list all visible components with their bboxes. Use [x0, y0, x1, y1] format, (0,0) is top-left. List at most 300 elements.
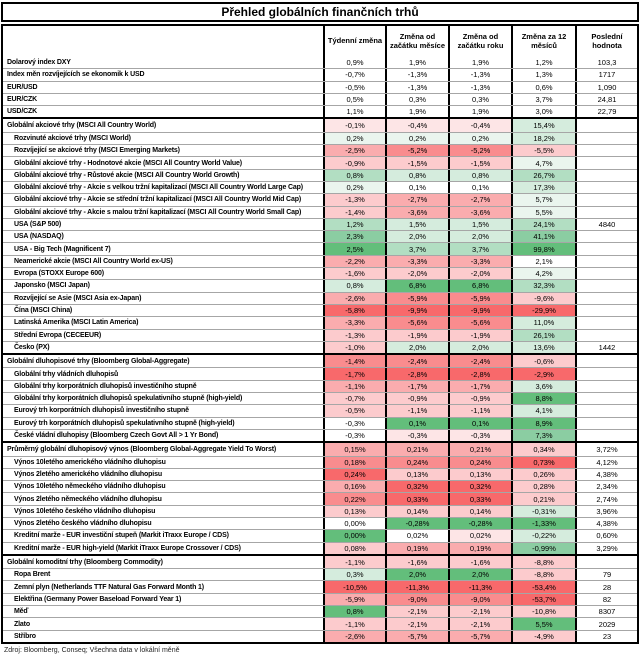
cell-ytd: 0,19%	[448, 543, 511, 554]
cell-weekly: 0,5%	[323, 94, 385, 105]
row-label: Výnos 10letého německého vládního dluhopisu	[14, 483, 166, 491]
cell-12m: 17,3%	[511, 182, 575, 193]
cell-last: 2,74%	[575, 493, 637, 504]
table-row	[3, 218, 637, 230]
cell-ytd: -9,9%	[448, 305, 511, 316]
row-label: Globální akciové trhy - Akcie se střední tržní kapitalizací (MSCI All Country World Mid Cap)	[14, 196, 301, 204]
cell-last	[575, 170, 637, 181]
table-row	[3, 81, 637, 93]
cell-last	[575, 317, 637, 328]
cell-mtd: -3,3%	[385, 256, 448, 267]
table-row	[3, 193, 637, 205]
cell-mtd: 6,8%	[385, 280, 448, 291]
source-note: Zdroj: Bloomberg, Conseq; Všechna data v lokální měně	[4, 646, 180, 654]
cell-weekly: -1,4%	[323, 355, 385, 367]
table-row	[3, 480, 637, 492]
cell-ytd: -0,4%	[448, 119, 511, 131]
table-row	[3, 593, 637, 605]
cell-weekly: 0,8%	[323, 606, 385, 617]
cell-mtd: 1,9%	[385, 106, 448, 117]
row-label: Ropa Brent	[14, 571, 51, 579]
cell-mtd: -11,3%	[385, 581, 448, 592]
row-label: Globální trhy korporátních dluhopisů investičního stupně	[14, 382, 197, 390]
cell-last	[575, 194, 637, 205]
cell-last: 4,12%	[575, 457, 637, 468]
row-label: Výnos 2letého amerického vládního dluhopisu	[14, 470, 162, 478]
cell-mtd: 3,7%	[385, 243, 448, 254]
cell-last	[575, 305, 637, 316]
cell-weekly: -0,3%	[323, 430, 385, 441]
table-row	[3, 181, 637, 193]
cell-12m: -0,31%	[511, 506, 575, 517]
cell-last	[575, 405, 637, 416]
cell-12m: -53,7%	[511, 594, 575, 605]
table-row	[3, 119, 637, 131]
cell-ytd: -3,3%	[448, 256, 511, 267]
cell-12m: 3,7%	[511, 94, 575, 105]
cell-mtd: 0,21%	[385, 443, 448, 455]
row-label: EUR/CZK	[7, 96, 38, 104]
cell-last	[575, 256, 637, 267]
cell-last	[575, 268, 637, 279]
cell-last	[575, 119, 637, 131]
cell-mtd: -1,3%	[385, 82, 448, 93]
cell-last: 2,34%	[575, 481, 637, 492]
table-row	[3, 144, 637, 156]
cell-12m: -53,4%	[511, 581, 575, 592]
cell-weekly: -2,6%	[323, 631, 385, 642]
cell-12m: -8,8%	[511, 556, 575, 568]
table-row	[3, 105, 637, 117]
cell-ytd: -2,1%	[448, 606, 511, 617]
row-label: České vládní dluhopisy (Bloomberg Czech Govt All > 1 Yr Bond)	[14, 432, 219, 440]
row-label: Kreditní marže - EUR investiční stupeň (Markit iTraxx Europe / CDS)	[14, 532, 229, 540]
cell-mtd: -0,4%	[385, 119, 448, 131]
cell-12m: 99,8%	[511, 243, 575, 254]
cell-ytd: -1,3%	[448, 82, 511, 93]
column-header-last-value: Poslední hodnota	[575, 26, 637, 56]
cell-12m: -5,5%	[511, 145, 575, 156]
cell-last: 3,29%	[575, 543, 637, 554]
cell-last: 1717	[575, 69, 637, 80]
table-row	[3, 456, 637, 468]
cell-last: 8307	[575, 606, 637, 617]
table-row	[3, 341, 637, 353]
row-label: Japonsko (MSCI Japan)	[14, 282, 90, 290]
cell-ytd: -5,6%	[448, 317, 511, 328]
cell-12m: 26,7%	[511, 170, 575, 181]
cell-last	[575, 293, 637, 304]
cell-weekly: 0,2%	[323, 182, 385, 193]
row-label: Globální komoditní trhy (Bloomberg Commodity)	[7, 558, 163, 566]
cell-mtd: -0,9%	[385, 393, 448, 404]
row-label: Zemní plyn (Netherlands TTF Natural Gas Forward Month 1)	[14, 583, 204, 591]
column-header-weekly-change: Týdenní změna	[323, 26, 385, 56]
cell-last	[575, 556, 637, 568]
cell-12m: -10,8%	[511, 606, 575, 617]
cell-ytd: 0,1%	[448, 418, 511, 429]
row-label: Rozvíjející se akciové trhy (MSCI Emerging Markets)	[14, 147, 180, 155]
cell-12m: 0,34%	[511, 443, 575, 455]
cell-last: 79	[575, 569, 637, 580]
cell-last	[575, 418, 637, 429]
table-row	[3, 443, 637, 455]
table-row	[3, 404, 637, 416]
cell-last: 3,96%	[575, 506, 637, 517]
cell-weekly: -2,2%	[323, 256, 385, 267]
cell-12m: 0,26%	[511, 469, 575, 480]
cell-12m: 5,7%	[511, 194, 575, 205]
cell-mtd: -2,0%	[385, 268, 448, 279]
cell-last: 4,38%	[575, 518, 637, 529]
cell-last	[575, 145, 637, 156]
cell-12m: -2,9%	[511, 368, 575, 379]
table-row	[3, 417, 637, 429]
cell-ytd: -1,1%	[448, 405, 511, 416]
table-row	[3, 230, 637, 242]
cell-12m: 3,0%	[511, 106, 575, 117]
cell-mtd: 0,1%	[385, 418, 448, 429]
cell-weekly: 0,08%	[323, 543, 385, 554]
cell-12m: 3,6%	[511, 381, 575, 392]
cell-ytd: -1,3%	[448, 69, 511, 80]
cell-12m: 8,9%	[511, 418, 575, 429]
cell-last: 22,79	[575, 106, 637, 117]
cell-ytd: -1,7%	[448, 381, 511, 392]
cell-last	[575, 330, 637, 341]
cell-ytd: 0,24%	[448, 457, 511, 468]
table-row	[3, 542, 637, 554]
cell-12m: 1,2%	[511, 56, 575, 68]
cell-12m: -4,9%	[511, 631, 575, 642]
table-row	[3, 580, 637, 592]
column-header-empty	[3, 26, 323, 56]
cell-ytd: 0,33%	[448, 493, 511, 504]
cell-weekly: 0,13%	[323, 506, 385, 517]
cell-mtd: -2,4%	[385, 355, 448, 367]
row-label: Výnos 10letého amerického vládního dluhopisu	[14, 458, 166, 466]
cell-weekly: -3,3%	[323, 317, 385, 328]
cell-mtd: -1,5%	[385, 157, 448, 168]
cell-weekly: -5,8%	[323, 305, 385, 316]
row-label: Rozvinuté akciové trhy (MSCI World)	[14, 134, 131, 142]
cell-ytd: -5,9%	[448, 293, 511, 304]
row-label: Globální akciové trhy - Akcie s malou tržní kapitalizací (MSCI All Country World Small Cap)	[14, 208, 302, 216]
cell-ytd: 2,0%	[448, 569, 511, 580]
cell-last	[575, 157, 637, 168]
section-commodities	[3, 554, 637, 642]
cell-mtd: 2,0%	[385, 569, 448, 580]
cell-weekly: -1,3%	[323, 330, 385, 341]
cell-12m: -0,99%	[511, 543, 575, 554]
cell-mtd: 0,02%	[385, 530, 448, 541]
section-currencies	[3, 56, 637, 117]
cell-mtd: -1,6%	[385, 556, 448, 568]
cell-ytd: -5,2%	[448, 145, 511, 156]
table-row	[3, 93, 637, 105]
cell-ytd: 0,8%	[448, 170, 511, 181]
cell-mtd: -1,9%	[385, 330, 448, 341]
cell-weekly: 1,2%	[323, 219, 385, 230]
table-row	[3, 492, 637, 504]
row-label: USA (NASDAQ)	[14, 233, 64, 241]
cell-12m: -1,33%	[511, 518, 575, 529]
cell-weekly: 0,00%	[323, 518, 385, 529]
table-row	[3, 380, 637, 392]
cell-last	[575, 280, 637, 291]
row-label: Globální dluhopisové trhy (Bloomberg Global-Aggregate)	[7, 357, 190, 365]
table-row	[3, 367, 637, 379]
cell-weekly: -1,3%	[323, 194, 385, 205]
cell-last: 24,81	[575, 94, 637, 105]
cell-12m: 4,1%	[511, 405, 575, 416]
row-label: USA (S&P 500)	[14, 221, 62, 228]
cell-12m: 41,1%	[511, 231, 575, 242]
cell-ytd: -5,7%	[448, 631, 511, 642]
cell-weekly: -1,1%	[323, 618, 385, 629]
cell-weekly: -0,7%	[323, 393, 385, 404]
cell-mtd: -1,3%	[385, 69, 448, 80]
cell-12m: 5,5%	[511, 207, 575, 218]
cell-ytd: 3,7%	[448, 243, 511, 254]
cell-last: 0,60%	[575, 530, 637, 541]
table-row	[3, 468, 637, 480]
table-row	[3, 292, 637, 304]
cell-last: 82	[575, 594, 637, 605]
cell-last: 1,090	[575, 82, 637, 93]
cell-ytd: 0,21%	[448, 443, 511, 455]
cell-ytd: 2,0%	[448, 231, 511, 242]
cell-12m: 26,1%	[511, 330, 575, 341]
cell-12m: 0,6%	[511, 82, 575, 93]
cell-last	[575, 133, 637, 144]
cell-weekly: -0,3%	[323, 418, 385, 429]
section-equities	[3, 117, 637, 353]
column-header-ytd-change: Změna od začátku roku	[448, 26, 511, 56]
cell-weekly: 0,16%	[323, 481, 385, 492]
cell-mtd: -2,1%	[385, 606, 448, 617]
cell-last: 4,38%	[575, 469, 637, 480]
table-row	[3, 255, 637, 267]
cell-mtd: 0,14%	[385, 506, 448, 517]
cell-ytd: -2,0%	[448, 268, 511, 279]
table-row	[3, 392, 637, 404]
cell-12m: 11,0%	[511, 317, 575, 328]
table-row	[3, 429, 637, 441]
row-label: USD/CZK	[7, 108, 38, 116]
table-row	[3, 529, 637, 541]
cell-ytd: -11,3%	[448, 581, 511, 592]
row-label: Průměrný globální dluhopisový výnos (Bloomberg Global-Aggregate Yield To Worst)	[7, 445, 277, 453]
cell-ytd: 1,9%	[448, 106, 511, 117]
cell-12m: 18,2%	[511, 133, 575, 144]
column-header-mtd-change: Změna od začátku měsíce	[385, 26, 448, 56]
cell-weekly: -5,9%	[323, 594, 385, 605]
market-table-body	[3, 56, 637, 642]
row-label: Stříbro	[14, 632, 36, 640]
cell-ytd: -0,9%	[448, 393, 511, 404]
cell-mtd: 0,32%	[385, 481, 448, 492]
cell-mtd: 0,8%	[385, 170, 448, 181]
cell-last: 1442	[575, 342, 637, 353]
cell-mtd: -9,0%	[385, 594, 448, 605]
cell-12m: 5,5%	[511, 618, 575, 629]
cell-last	[575, 430, 637, 441]
cell-ytd: 6,8%	[448, 280, 511, 291]
cell-weekly: 2,3%	[323, 231, 385, 242]
table-row	[3, 242, 637, 254]
table-row	[3, 156, 637, 168]
table-row	[3, 355, 637, 367]
table-row	[3, 132, 637, 144]
table-row	[3, 556, 637, 568]
cell-ytd: 0,3%	[448, 94, 511, 105]
row-label: Globální akciové trhy (MSCI All Country World)	[7, 122, 157, 130]
cell-mtd: -0,3%	[385, 430, 448, 441]
cell-weekly: -2,5%	[323, 145, 385, 156]
row-label: Evropa (STOXX Europe 600)	[14, 270, 104, 278]
cell-12m: -8,8%	[511, 569, 575, 580]
cell-mtd: -2,1%	[385, 618, 448, 629]
row-label: Čína (MSCI China)	[14, 307, 73, 315]
table-row	[3, 169, 637, 181]
cell-weekly: -1,4%	[323, 207, 385, 218]
row-label: Globální trhy korporátních dluhopisů spekulativního stupně (high-yield)	[14, 395, 243, 403]
cell-weekly: 0,24%	[323, 469, 385, 480]
table-row	[3, 329, 637, 341]
cell-ytd: -2,4%	[448, 355, 511, 367]
table-row	[3, 617, 637, 629]
cell-weekly: 0,8%	[323, 170, 385, 181]
table-row	[3, 605, 637, 617]
cell-mtd: 0,24%	[385, 457, 448, 468]
table-row	[3, 517, 637, 529]
table-row	[3, 267, 637, 279]
table-title: Přehled globálních finančních trhů	[1, 2, 639, 22]
cell-weekly: -1,1%	[323, 381, 385, 392]
column-header-row	[3, 26, 637, 56]
cell-weekly: 0,22%	[323, 493, 385, 504]
cell-weekly: 0,15%	[323, 443, 385, 455]
cell-weekly: -1,1%	[323, 556, 385, 568]
row-label: Neamerické akcie (MSCI All Country World ex-US)	[14, 257, 173, 265]
cell-weekly: -0,5%	[323, 405, 385, 416]
market-table	[1, 24, 639, 644]
row-label: Dolarový index DXY	[7, 58, 71, 66]
cell-last: 23	[575, 631, 637, 642]
cell-mtd: -9,9%	[385, 305, 448, 316]
cell-weekly: -1,6%	[323, 268, 385, 279]
cell-mtd: 0,3%	[385, 94, 448, 105]
cell-last	[575, 393, 637, 404]
cell-12m: 7,3%	[511, 430, 575, 441]
table-row	[3, 279, 637, 291]
cell-weekly: 0,00%	[323, 530, 385, 541]
cell-ytd: -1,6%	[448, 556, 511, 568]
cell-12m: -0,6%	[511, 355, 575, 367]
table-row	[3, 316, 637, 328]
row-label: USA - Big Tech (Magnificent 7)	[14, 245, 111, 253]
cell-last	[575, 182, 637, 193]
table-row	[3, 505, 637, 517]
cell-12m: 13,6%	[511, 342, 575, 353]
row-label: Globální akciové trhy - Růstové akcie (MSCI All Country World Growth)	[14, 171, 240, 179]
cell-weekly: 0,9%	[323, 56, 385, 68]
table-row	[3, 630, 637, 642]
cell-12m: 0,73%	[511, 457, 575, 468]
cell-last	[575, 355, 637, 367]
cell-mtd: -5,2%	[385, 145, 448, 156]
cell-weekly: 0,2%	[323, 133, 385, 144]
cell-ytd: -0,28%	[448, 518, 511, 529]
cell-mtd: 0,2%	[385, 133, 448, 144]
cell-12m: -9,6%	[511, 293, 575, 304]
cell-last	[575, 368, 637, 379]
cell-weekly: -0,7%	[323, 69, 385, 80]
cell-12m: 32,3%	[511, 280, 575, 291]
cell-weekly: 0,8%	[323, 280, 385, 291]
cell-weekly: 1,1%	[323, 106, 385, 117]
table-row	[3, 568, 637, 580]
cell-12m: 15,4%	[511, 119, 575, 131]
cell-last: 28	[575, 581, 637, 592]
cell-12m: 1,3%	[511, 69, 575, 80]
row-label: Globální akciové trhy - Akcie s velkou tržní kapitalizací (MSCI All Country World Large Cap)	[14, 184, 303, 192]
row-label: Rozvíjející se Asie (MSCI Asia ex-Japan)	[14, 294, 142, 302]
table-row	[3, 56, 637, 68]
cell-ytd: -2,7%	[448, 194, 511, 205]
cell-mtd: -5,7%	[385, 631, 448, 642]
cell-ytd: 1,5%	[448, 219, 511, 230]
row-label: Eurový trh korporátních dluhopisů spekulativního stupně (high-yield)	[14, 419, 235, 427]
cell-12m: 4,7%	[511, 157, 575, 168]
cell-ytd: 0,13%	[448, 469, 511, 480]
cell-ytd: 0,14%	[448, 506, 511, 517]
row-label: Střední Evropa (CECEEUR)	[14, 331, 102, 339]
cell-weekly: -1,0%	[323, 342, 385, 353]
cell-mtd: 0,19%	[385, 543, 448, 554]
row-label: Elektřina (Germany Power Baseload Forward Year 1)	[14, 595, 182, 603]
cell-12m: 8,8%	[511, 393, 575, 404]
cell-mtd: 0,13%	[385, 469, 448, 480]
cell-mtd: -5,6%	[385, 317, 448, 328]
row-label: Globální akciové trhy - Hodnotové akcie (MSCI All Country World Value)	[14, 159, 242, 167]
cell-12m: -29,9%	[511, 305, 575, 316]
section-bonds	[3, 353, 637, 441]
table-row	[3, 68, 637, 80]
column-header-12m-change: Změna za 12 měsíců	[511, 26, 575, 56]
cell-ytd: 1,9%	[448, 56, 511, 68]
cell-mtd: 2,0%	[385, 231, 448, 242]
cell-last: 4840	[575, 219, 637, 230]
row-label: Měď	[14, 608, 29, 616]
cell-ytd: -3,6%	[448, 207, 511, 218]
cell-weekly: 2,5%	[323, 243, 385, 254]
cell-12m: -0,22%	[511, 530, 575, 541]
cell-weekly: -0,1%	[323, 119, 385, 131]
row-label: Zlato	[14, 620, 30, 628]
cell-mtd: 0,33%	[385, 493, 448, 504]
cell-last	[575, 243, 637, 254]
row-label: Výnos 2letého německého vládního dluhopisu	[14, 495, 162, 503]
cell-12m: 0,28%	[511, 481, 575, 492]
cell-weekly: 0,18%	[323, 457, 385, 468]
cell-weekly: -0,9%	[323, 157, 385, 168]
cell-mtd: -2,8%	[385, 368, 448, 379]
cell-mtd: 2,0%	[385, 342, 448, 353]
cell-ytd: -0,3%	[448, 430, 511, 441]
cell-weekly: -0,5%	[323, 82, 385, 93]
